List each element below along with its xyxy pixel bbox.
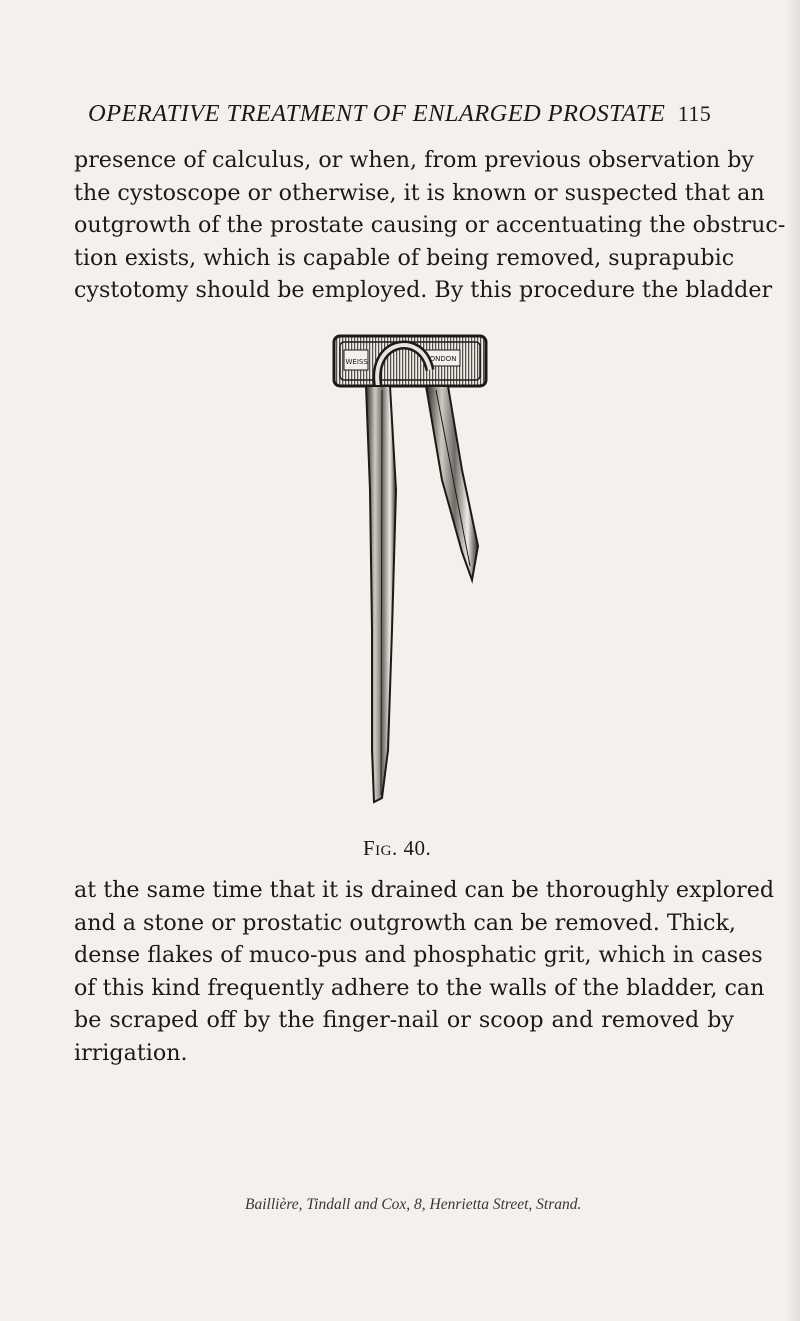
figure-caption bbox=[363, 836, 431, 861]
text-line: be scraped off by the finger-nail or scoop and removed by bbox=[74, 1007, 734, 1033]
text-line: outgrowth of the prostate causing or accentuating the obstruc- bbox=[74, 212, 786, 238]
page-number: 115 bbox=[677, 101, 712, 126]
text-line: presence of calculus, or when, from previous observation by bbox=[74, 147, 754, 173]
maker-mark-london: LONDON bbox=[426, 355, 457, 363]
text-line: cystotomy should be employed. By this procedure the bladder bbox=[74, 277, 773, 303]
publisher-imprint: Baillière, Tindall and Cox, 8, Henrietta Street, Strand. bbox=[245, 1196, 582, 1213]
figure-40-instrument bbox=[330, 330, 490, 830]
surgical-instrument-illustration bbox=[330, 330, 490, 830]
page-edge-shadow bbox=[786, 0, 800, 1321]
text-line: of this kind frequently adhere to the walls of the bladder, can bbox=[74, 974, 765, 1001]
text-line: dense flakes of muco-pus and phosphatic grit, which in cases bbox=[74, 942, 763, 968]
instrument-handle bbox=[334, 336, 486, 386]
running-header bbox=[88, 100, 738, 128]
instrument-long-blade bbox=[366, 386, 396, 802]
maker-mark-weiss: WEISS bbox=[345, 358, 368, 366]
paragraph-2 bbox=[74, 874, 775, 1069]
caption-prefix: Fig. bbox=[363, 836, 398, 860]
text-line: at the same time that it is drained can be thoroughly explored bbox=[74, 877, 775, 903]
caption-number: 40. bbox=[403, 836, 432, 860]
header-title: OPERATIVE TREATMENT OF ENLARGED PROSTATE bbox=[88, 100, 666, 127]
text-line: the cystoscope or otherwise, it is known or suspected that an bbox=[74, 179, 765, 206]
text-line: and a stone or prostatic outgrowth can be removed. Thick, bbox=[74, 909, 736, 936]
instrument-short-blade bbox=[426, 386, 478, 580]
paragraph-1 bbox=[74, 144, 786, 307]
text-line: irrigation. bbox=[74, 1039, 188, 1066]
text-line: tion exists, which is capable of being removed, suprapubic bbox=[74, 244, 735, 271]
